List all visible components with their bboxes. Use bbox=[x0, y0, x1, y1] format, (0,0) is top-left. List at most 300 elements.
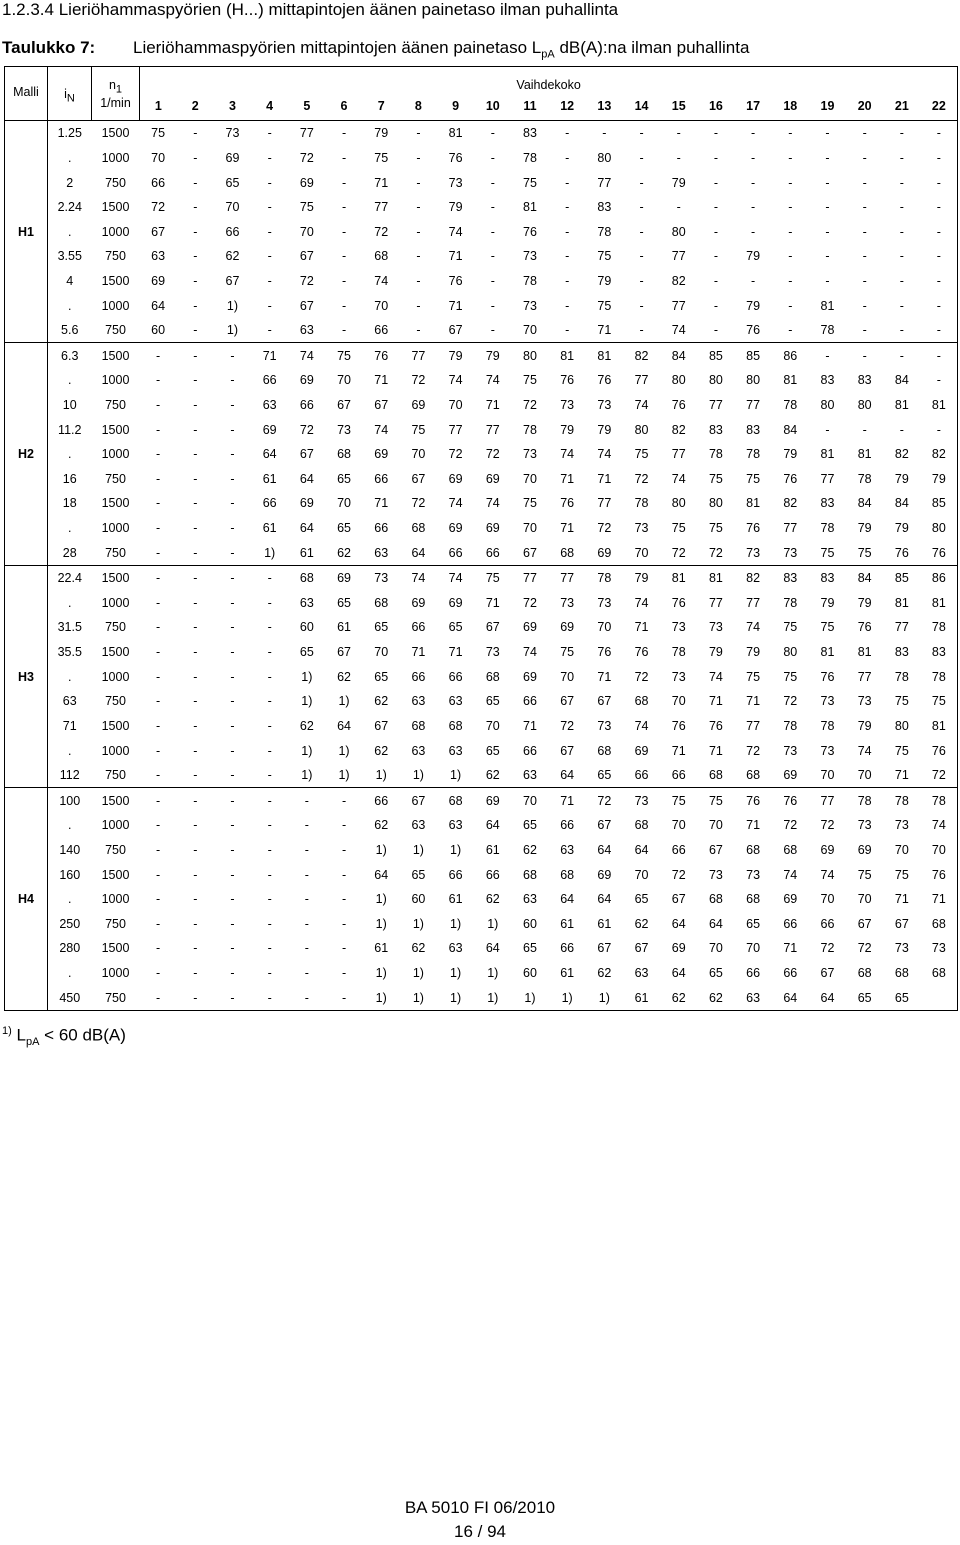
value-cell: 68 bbox=[523, 867, 537, 882]
value-cell: 62 bbox=[299, 718, 314, 733]
value-cell: 83 bbox=[772, 565, 809, 590]
value-cell: - bbox=[193, 224, 198, 239]
ratio-cell: . bbox=[48, 219, 92, 244]
value-cell: 84 bbox=[894, 496, 909, 511]
model-cell-h3: H3 bbox=[5, 565, 48, 787]
value-cell: 70 bbox=[225, 200, 240, 215]
header-speed-unit: 1/min bbox=[100, 95, 131, 110]
value-cell: 62 bbox=[374, 743, 389, 758]
value-cell: 75 bbox=[820, 545, 835, 560]
value-cell: - bbox=[565, 298, 570, 313]
value-cell: 81 bbox=[894, 595, 909, 610]
value-cell: - bbox=[713, 200, 718, 215]
value-cell: 74 bbox=[597, 447, 612, 462]
value-cell: 75 bbox=[708, 521, 723, 536]
value-cell: 74 bbox=[400, 565, 437, 590]
value-cell: 63 bbox=[151, 249, 166, 264]
speed-cell: 750 bbox=[105, 249, 126, 264]
value-cell: 79 bbox=[746, 249, 761, 264]
value-cell: 64 bbox=[560, 768, 575, 783]
value-cell: - bbox=[416, 224, 421, 239]
value-cell: 79 bbox=[894, 471, 909, 486]
value-cell: - bbox=[772, 121, 809, 146]
ratio-cell: . bbox=[48, 368, 92, 393]
value-cell: 67 bbox=[523, 545, 537, 560]
value-cell: - bbox=[193, 471, 198, 486]
value-cell: 80 bbox=[931, 521, 946, 536]
value-cell: 61 bbox=[560, 966, 575, 981]
value-cell: 82 bbox=[623, 343, 660, 368]
value-cell: - bbox=[899, 175, 904, 190]
value-cell: 82 bbox=[671, 273, 686, 288]
table-row bbox=[5, 591, 958, 616]
value-cell: 68 bbox=[374, 595, 389, 610]
value-cell: 64 bbox=[151, 298, 166, 313]
value-cell: 71 bbox=[448, 645, 463, 660]
ratio-cell: 63 bbox=[48, 689, 92, 714]
value-cell: 70 bbox=[337, 373, 351, 388]
value-cell: 70 bbox=[448, 398, 463, 412]
value-cell: - bbox=[936, 323, 941, 338]
value-cell: - bbox=[156, 718, 161, 733]
value-cell: 71 bbox=[485, 595, 500, 610]
value-cell: 70 bbox=[511, 788, 548, 813]
value-cell: 77 bbox=[708, 595, 723, 610]
value-cell: 69 bbox=[474, 788, 511, 813]
value-cell: 74 bbox=[634, 595, 649, 610]
value-cell: 67 bbox=[151, 224, 166, 239]
value-cell: 70 bbox=[857, 768, 872, 783]
value-cell: 76 bbox=[708, 718, 723, 733]
value-cell: 62 bbox=[671, 990, 686, 1005]
value-cell: 67 bbox=[299, 249, 314, 264]
value-cell: - bbox=[936, 273, 941, 288]
value-cell: 68 bbox=[560, 867, 575, 882]
table-body bbox=[5, 121, 958, 1011]
value-cell: 69 bbox=[634, 743, 649, 758]
value-cell: 79 bbox=[560, 422, 575, 437]
value-cell: 67 bbox=[337, 645, 351, 660]
value-cell: 62 bbox=[374, 694, 389, 709]
value-cell: 80 bbox=[597, 150, 612, 165]
value-cell: 76 bbox=[448, 150, 463, 165]
value-cell: - bbox=[825, 422, 830, 437]
value-cell: 81 bbox=[820, 447, 835, 462]
value-cell: - bbox=[586, 121, 623, 146]
value-cell: - bbox=[156, 398, 161, 412]
ratio-cell: 11.2 bbox=[48, 417, 92, 442]
value-cell: - bbox=[156, 471, 161, 486]
ratio-cell: 160 bbox=[48, 862, 92, 887]
value-cell: 80 bbox=[708, 496, 723, 511]
value-cell: 79 bbox=[746, 298, 761, 313]
value-cell: 73 bbox=[560, 595, 575, 610]
value-cell: 71 bbox=[783, 941, 798, 956]
value-cell: 68 bbox=[374, 249, 389, 264]
value-cell: 73 bbox=[894, 941, 909, 956]
speed-cell: 1500 bbox=[101, 718, 130, 733]
value-cell: 69 bbox=[523, 620, 537, 635]
speed-cell: 1000 bbox=[101, 818, 130, 833]
value-cell: 69 bbox=[151, 273, 166, 288]
caption-text-suffix: dB(A):na ilman puhallinta bbox=[554, 38, 750, 57]
value-cell: - bbox=[156, 916, 161, 931]
value-cell: 79 bbox=[363, 121, 400, 146]
value-cell: - bbox=[214, 565, 251, 590]
value-cell: - bbox=[936, 224, 941, 239]
header-malli: Malli bbox=[13, 85, 39, 99]
value-cell: 77 bbox=[746, 718, 761, 733]
value-cell: 1) bbox=[487, 916, 499, 931]
value-cell: - bbox=[713, 175, 718, 190]
table-row bbox=[5, 393, 958, 418]
value-cell: - bbox=[846, 343, 883, 368]
value-cell: 66 bbox=[225, 224, 240, 239]
value-cell: - bbox=[267, 620, 272, 635]
value-cell: - bbox=[490, 175, 495, 190]
value-cell: - bbox=[267, 718, 272, 733]
value-cell: 84 bbox=[846, 565, 883, 590]
value-cell: 77 bbox=[857, 669, 872, 684]
value-cell: 77 bbox=[671, 447, 686, 462]
value-cell: 75 bbox=[325, 343, 362, 368]
header-size-10: 10 bbox=[485, 99, 500, 113]
value-cell: - bbox=[156, 892, 161, 907]
value-cell: - bbox=[140, 343, 177, 368]
value-cell: 72 bbox=[523, 398, 537, 412]
value-cell: - bbox=[193, 496, 198, 511]
value-cell: 81 bbox=[894, 398, 909, 412]
value-cell: - bbox=[177, 343, 214, 368]
value-cell: 69 bbox=[485, 521, 500, 536]
value-cell: 65 bbox=[225, 175, 240, 190]
value-cell: 74 bbox=[746, 620, 761, 635]
value-cell: 77 bbox=[597, 496, 612, 511]
value-cell: 79 bbox=[857, 718, 872, 733]
value-cell: 1) bbox=[338, 743, 350, 758]
value-cell: - bbox=[267, 916, 272, 931]
value-cell: 60 bbox=[151, 323, 166, 338]
model-cell-h4: H4 bbox=[5, 788, 48, 1010]
speed-cell: 750 bbox=[105, 175, 126, 190]
value-cell: 77 bbox=[783, 521, 798, 536]
value-cell: 68 bbox=[746, 842, 761, 857]
value-cell: - bbox=[341, 892, 347, 907]
value-cell: - bbox=[788, 224, 793, 239]
value-cell: - bbox=[267, 323, 272, 338]
value-cell: 74 bbox=[374, 273, 389, 288]
value-cell: - bbox=[474, 121, 511, 146]
value-cell: 68 bbox=[485, 669, 500, 684]
value-cell: 76 bbox=[671, 595, 686, 610]
value-cell: 65 bbox=[597, 768, 612, 783]
value-cell: 70 bbox=[523, 323, 537, 338]
value-cell: 76 bbox=[820, 669, 835, 684]
value-cell: 73 bbox=[363, 565, 400, 590]
value-cell: - bbox=[230, 422, 235, 437]
value-cell: 82 bbox=[671, 422, 686, 437]
value-cell: - bbox=[936, 249, 941, 264]
value-cell: - bbox=[156, 373, 161, 388]
value-cell: 70 bbox=[746, 941, 761, 956]
value-cell: 81 bbox=[820, 298, 835, 313]
value-cell: 1) bbox=[375, 768, 387, 783]
value-cell: - bbox=[936, 200, 941, 215]
value-cell: - bbox=[230, 398, 235, 412]
value-cell: 1) bbox=[487, 990, 499, 1005]
table-row bbox=[5, 195, 958, 220]
value-cell: 80 bbox=[894, 718, 909, 733]
header-size-18: 18 bbox=[783, 99, 798, 113]
value-cell: - bbox=[156, 842, 161, 857]
value-cell: 70 bbox=[820, 768, 835, 783]
value-cell: - bbox=[156, 496, 161, 511]
value-cell: 76 bbox=[772, 788, 809, 813]
value-cell: 1) bbox=[412, 966, 424, 981]
value-cell: 77 bbox=[634, 373, 649, 388]
ratio-cell: . bbox=[48, 813, 92, 838]
value-cell: - bbox=[193, 620, 198, 635]
value-cell: 84 bbox=[857, 496, 872, 511]
speed-cell: 1000 bbox=[101, 298, 130, 313]
value-cell: 69 bbox=[597, 867, 612, 882]
value-cell: - bbox=[899, 422, 904, 437]
value-cell: 75 bbox=[299, 200, 314, 215]
value-cell: - bbox=[230, 545, 235, 560]
value-cell: 69 bbox=[485, 471, 500, 486]
value-cell: 72 bbox=[708, 545, 723, 560]
value-cell: - bbox=[920, 121, 957, 146]
value-cell: - bbox=[676, 200, 681, 215]
value-cell: 69 bbox=[820, 842, 835, 857]
value-cell: 79 bbox=[437, 343, 474, 368]
value-cell: 71 bbox=[523, 718, 537, 733]
value-cell: 68 bbox=[708, 892, 723, 907]
header-size-11: 11 bbox=[523, 99, 537, 113]
value-cell: 67 bbox=[299, 298, 314, 313]
value-cell: 65 bbox=[746, 916, 761, 931]
value-cell: 85 bbox=[697, 343, 734, 368]
header-ratio-sub: N bbox=[66, 92, 75, 105]
value-cell: - bbox=[341, 224, 347, 239]
value-cell: - bbox=[400, 121, 437, 146]
value-cell: 1) bbox=[450, 916, 462, 931]
value-cell: - bbox=[193, 966, 198, 981]
value-cell: 64 bbox=[374, 867, 389, 882]
value-cell: 69 bbox=[857, 842, 872, 857]
value-cell: - bbox=[751, 200, 756, 215]
header-size-12: 12 bbox=[560, 99, 575, 113]
value-cell: - bbox=[660, 121, 697, 146]
value-cell: - bbox=[490, 200, 495, 215]
value-cell: - bbox=[230, 718, 235, 733]
value-cell: - bbox=[193, 273, 198, 288]
value-cell: 74 bbox=[288, 343, 325, 368]
ratio-cell: 100 bbox=[48, 788, 92, 813]
value-cell: - bbox=[177, 565, 214, 590]
value-cell: 66 bbox=[448, 545, 463, 560]
value-cell: 61 bbox=[262, 521, 277, 536]
value-cell: 74 bbox=[485, 496, 500, 511]
value-cell: 74 bbox=[820, 867, 835, 882]
footnote bbox=[2, 1025, 126, 1048]
value-cell: - bbox=[193, 175, 198, 190]
value-cell: 67 bbox=[299, 447, 314, 462]
value-cell: 62 bbox=[411, 941, 426, 956]
value-cell: 1) bbox=[375, 892, 387, 907]
value-cell: 78 bbox=[857, 471, 872, 486]
value-cell: 70 bbox=[671, 818, 686, 833]
value-cell: 69 bbox=[299, 373, 314, 388]
value-cell: - bbox=[267, 669, 272, 684]
value-cell: 85 bbox=[931, 496, 946, 511]
value-cell: - bbox=[230, 966, 235, 981]
value-cell: 71 bbox=[597, 669, 612, 684]
table-row bbox=[5, 318, 958, 343]
speed-cell: 1000 bbox=[101, 743, 130, 758]
value-cell: - bbox=[193, 373, 198, 388]
value-cell: - bbox=[751, 175, 756, 190]
value-cell: 79 bbox=[671, 175, 686, 190]
value-cell: 75 bbox=[697, 788, 734, 813]
value-cell: 70 bbox=[708, 818, 723, 833]
caption-text-sub: pA bbox=[541, 48, 555, 61]
value-cell: 1) bbox=[375, 842, 387, 857]
value-cell: - bbox=[193, 743, 198, 758]
value-cell: 67 bbox=[374, 718, 389, 733]
value-cell: 1) bbox=[338, 694, 350, 709]
value-cell: - bbox=[193, 768, 198, 783]
value-cell: 72 bbox=[485, 447, 500, 462]
value-cell: 73 bbox=[523, 447, 537, 462]
value-cell: - bbox=[639, 224, 644, 239]
value-cell: - bbox=[156, 645, 161, 660]
value-cell: - bbox=[193, 150, 198, 165]
value-cell: 79 bbox=[783, 447, 798, 462]
value-cell: - bbox=[341, 842, 347, 857]
value-cell: 67 bbox=[485, 620, 500, 635]
value-cell: - bbox=[639, 200, 644, 215]
speed-cell: 1500 bbox=[92, 788, 140, 813]
value-cell: 82 bbox=[894, 447, 909, 462]
value-cell: 68 bbox=[708, 768, 723, 783]
table-row bbox=[5, 491, 958, 516]
value-cell: 75 bbox=[894, 743, 909, 758]
value-cell: 81 bbox=[586, 343, 623, 368]
value-cell: 78 bbox=[523, 422, 537, 437]
value-cell: 76 bbox=[597, 373, 612, 388]
value-cell: 86 bbox=[920, 565, 957, 590]
header-size-3: 3 bbox=[228, 99, 236, 113]
value-cell: 73 bbox=[857, 818, 872, 833]
value-cell: - bbox=[267, 175, 272, 190]
value-cell: 67 bbox=[374, 398, 389, 412]
value-cell: 1) bbox=[561, 990, 573, 1005]
value-cell: 77 bbox=[400, 343, 437, 368]
value-cell: - bbox=[230, 373, 235, 388]
value-cell: - bbox=[825, 150, 830, 165]
table-row bbox=[5, 516, 958, 541]
value-cell: 73 bbox=[894, 818, 909, 833]
value-cell: 61 bbox=[634, 990, 649, 1005]
value-cell: 76 bbox=[597, 645, 612, 660]
value-cell: 1) bbox=[412, 842, 424, 857]
value-cell: - bbox=[490, 224, 495, 239]
table-row bbox=[5, 640, 958, 665]
value-cell: - bbox=[639, 249, 644, 264]
ratio-cell: . bbox=[48, 664, 92, 689]
value-cell: 74 bbox=[671, 471, 686, 486]
value-cell: 71 bbox=[374, 373, 389, 388]
value-cell: 69 bbox=[448, 521, 463, 536]
value-cell: - bbox=[549, 121, 586, 146]
value-cell: - bbox=[267, 818, 272, 833]
value-cell: - bbox=[267, 249, 272, 264]
speed-cell: 1500 bbox=[92, 121, 140, 146]
value-cell: 66 bbox=[783, 966, 798, 981]
speed-cell: 1000 bbox=[101, 595, 130, 610]
value-cell: 81 bbox=[746, 496, 761, 511]
value-cell: 64 bbox=[820, 990, 835, 1005]
value-cell: 66 bbox=[634, 768, 649, 783]
ratio-cell: 16 bbox=[48, 467, 92, 492]
value-cell: 66 bbox=[363, 788, 400, 813]
value-cell: 67 bbox=[448, 323, 463, 338]
value-cell: 68 bbox=[411, 718, 426, 733]
value-cell: 75 bbox=[660, 788, 697, 813]
value-cell: 72 bbox=[746, 743, 761, 758]
value-cell: - bbox=[156, 545, 161, 560]
value-cell: - bbox=[341, 323, 347, 338]
value-cell: 63 bbox=[262, 398, 277, 412]
value-cell: 62 bbox=[708, 990, 723, 1005]
value-cell: 83 bbox=[820, 496, 835, 511]
table-row bbox=[5, 689, 958, 714]
value-cell: 62 bbox=[337, 545, 351, 560]
value-cell: 71 bbox=[560, 471, 575, 486]
ratio-cell: . bbox=[48, 146, 92, 171]
value-cell: 73 bbox=[820, 743, 835, 758]
value-cell: 74 bbox=[783, 867, 798, 882]
speed-cell: 750 bbox=[105, 471, 126, 486]
value-cell: 81 bbox=[931, 398, 946, 412]
value-cell: 74 bbox=[523, 645, 537, 660]
value-cell: 63 bbox=[411, 818, 426, 833]
header-size-2: 2 bbox=[191, 99, 199, 113]
table-row bbox=[5, 269, 958, 294]
value-cell: 66 bbox=[560, 941, 575, 956]
value-cell: 66 bbox=[374, 471, 389, 486]
value-cell: 84 bbox=[894, 373, 909, 388]
value-cell: 71 bbox=[560, 521, 575, 536]
table-row bbox=[5, 121, 958, 146]
value-cell: 73 bbox=[523, 298, 537, 313]
value-cell: 70 bbox=[708, 941, 723, 956]
header-speed-sub: 1 bbox=[115, 83, 123, 96]
value-cell: - bbox=[325, 788, 362, 813]
ratio-cell: 2 bbox=[48, 170, 92, 195]
value-cell: 80 bbox=[671, 373, 686, 388]
value-cell: 72 bbox=[931, 768, 946, 783]
value-cell: 76 bbox=[931, 545, 946, 560]
value-cell: - bbox=[230, 620, 235, 635]
value-cell: 80 bbox=[746, 373, 761, 388]
value-cell: 66 bbox=[374, 521, 389, 536]
value-cell: - bbox=[156, 867, 161, 882]
value-cell: 64 bbox=[299, 471, 314, 486]
value-cell: - bbox=[304, 867, 309, 882]
value-cell: 63 bbox=[448, 941, 463, 956]
